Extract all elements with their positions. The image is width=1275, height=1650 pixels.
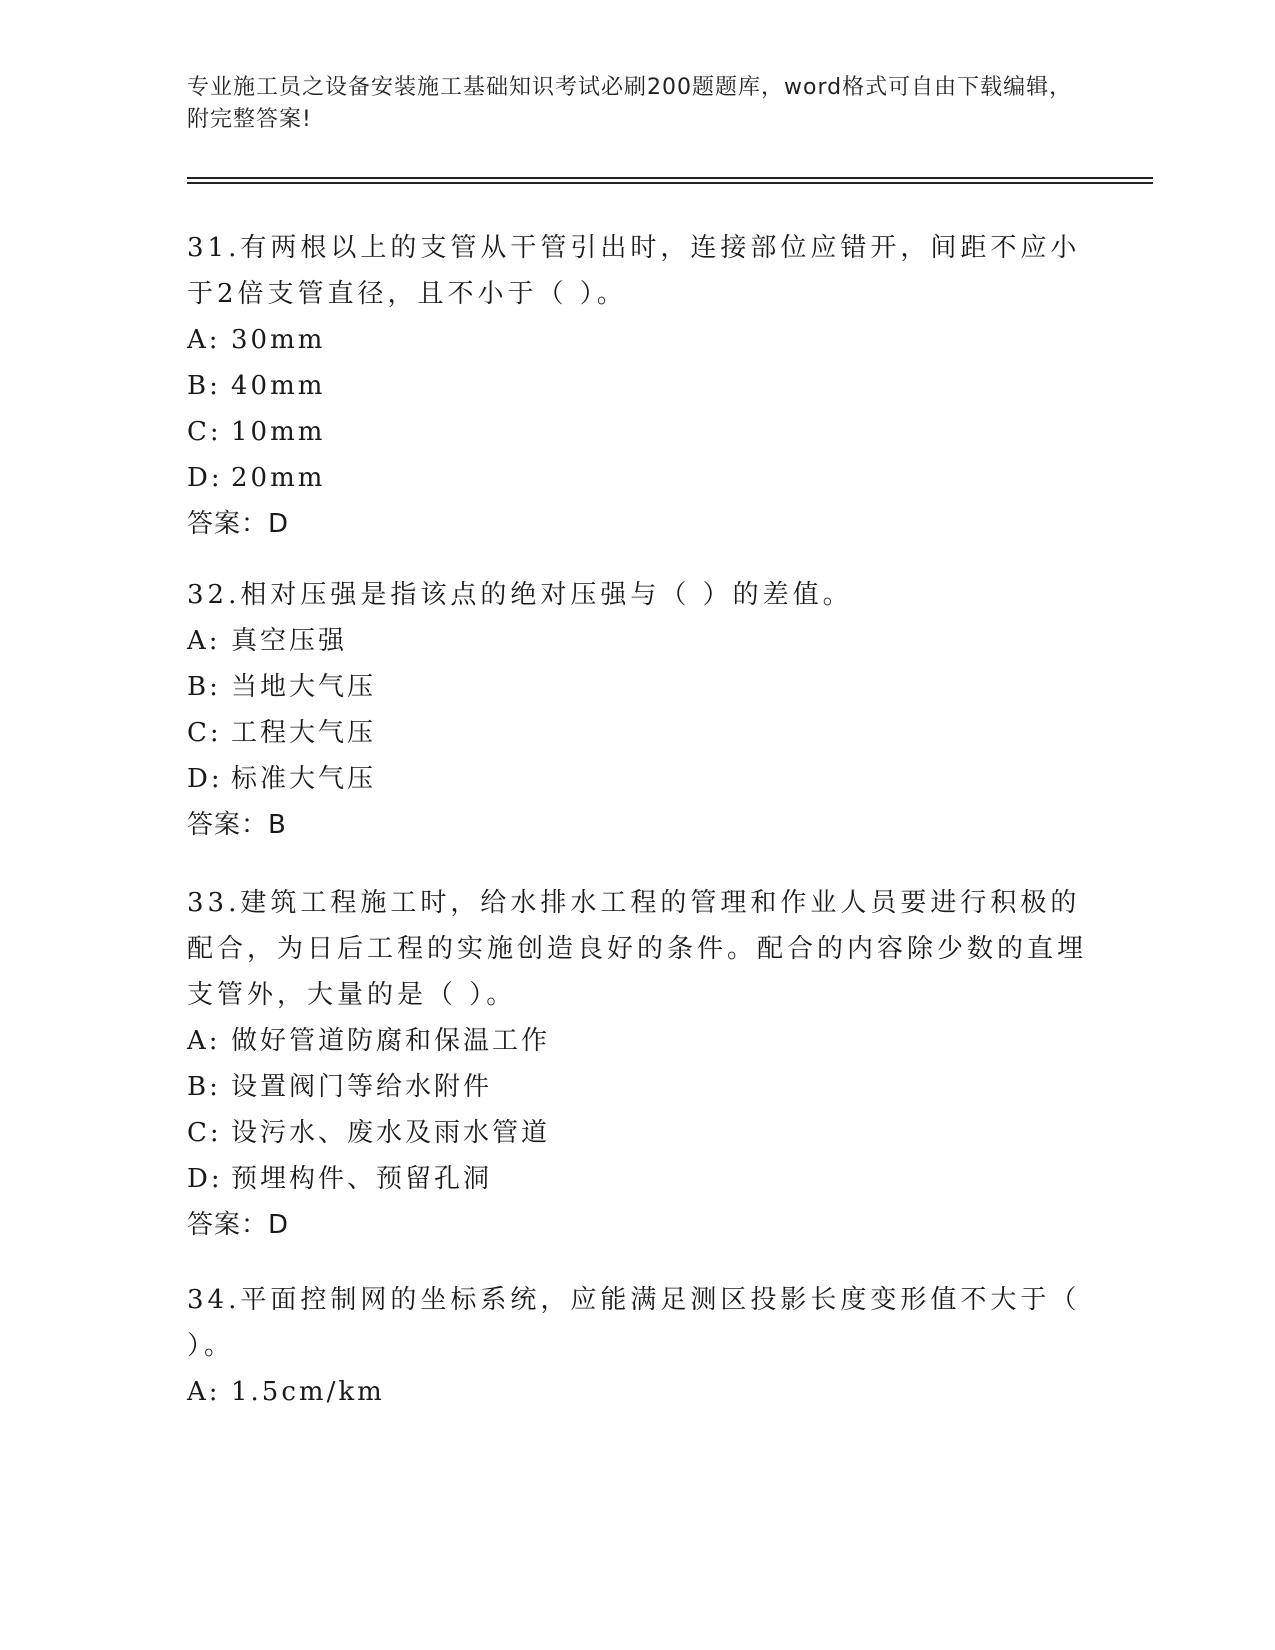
option-text: 当地大气压 — [231, 672, 377, 702]
option-d — [187, 1156, 1087, 1202]
option-text: 20mm — [231, 463, 326, 493]
option-letter: B: — [187, 672, 221, 702]
option-a — [187, 1369, 1087, 1415]
option-a — [187, 317, 1087, 363]
option-letter: A: — [187, 325, 221, 355]
answer-line: 答案：D — [187, 1210, 290, 1240]
option-letter: D: — [187, 463, 223, 493]
option-letter: B: — [187, 1072, 221, 1102]
option-letter: C: — [187, 718, 222, 748]
option-text: 做好管道防腐和保温工作 — [231, 1026, 551, 1056]
option-letter: A: — [187, 1026, 221, 1056]
option-text: 10mm — [231, 417, 326, 447]
option-b — [187, 664, 1087, 710]
option-text: 40mm — [231, 371, 326, 401]
document-header: 专业施工员之设备安装施工基础知识考试必刷200题题库，word格式可自由下载编辑，附完整答案! — [187, 75, 1073, 132]
option-text: 设污水、废水及雨水管道 — [231, 1118, 551, 1148]
option-text: 工程大气压 — [231, 718, 377, 748]
option-a — [187, 1018, 1087, 1064]
option-c — [187, 1110, 1087, 1156]
question-stem: 34.平面控制网的坐标系统，应能满足测区投影长度变形值不大于（ ）。 — [187, 1285, 1081, 1361]
option-letter: B: — [187, 371, 221, 401]
option-d — [187, 455, 1087, 501]
question-34 — [187, 1277, 1087, 1415]
option-text: 真空压强 — [231, 626, 348, 656]
header-divider-top — [187, 177, 1153, 179]
question-32 — [187, 572, 1087, 848]
question-33 — [187, 880, 1087, 1248]
option-letter: A: — [187, 1377, 221, 1407]
option-text: 30mm — [231, 325, 326, 355]
option-c — [187, 710, 1087, 756]
header-divider-bottom — [187, 182, 1153, 184]
question-stem: 31.有两根以上的支管从干管引出时，连接部位应错开，间距不应小于2倍支管直径，且不小于（ ）。 — [187, 233, 1081, 309]
option-b — [187, 363, 1087, 409]
option-letter: D: — [187, 764, 223, 794]
option-letter: A: — [187, 626, 221, 656]
option-text: 设置阀门等给水附件 — [231, 1072, 493, 1102]
option-letter: C: — [187, 1118, 222, 1148]
answer-line: 答案：D — [187, 509, 290, 539]
answer-line: 答案：B — [187, 810, 287, 840]
option-text: 预埋构件、预留孔洞 — [231, 1164, 493, 1194]
question-stem: 33.建筑工程施工时，给水排水工程的管理和作业人员要进行积极的配合，为日后工程的实施创造良好的条件。配合的内容除少数的直埋支管外，大量的是（ ）。 — [187, 888, 1088, 1010]
option-a — [187, 618, 1087, 664]
option-text: 1.5cm/km — [231, 1377, 385, 1407]
option-d — [187, 756, 1087, 802]
option-text: 标准大气压 — [231, 764, 377, 794]
option-letter: C: — [187, 417, 222, 447]
question-stem: 32.相对压强是指该点的绝对压强与（ ）的差值。 — [187, 580, 853, 610]
option-c — [187, 409, 1087, 455]
option-b — [187, 1064, 1087, 1110]
question-31 — [187, 225, 1087, 547]
option-letter: D: — [187, 1164, 223, 1194]
